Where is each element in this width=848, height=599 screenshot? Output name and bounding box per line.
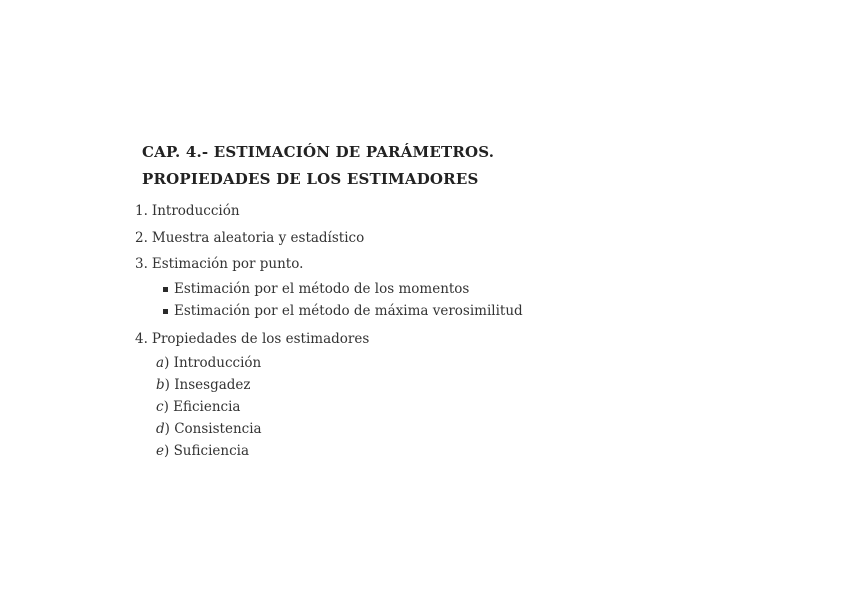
chapter-title-line-2: PROPIEDADES DE LOS ESTIMADORES <box>142 170 479 188</box>
list-item: b) Insesgadez <box>156 377 251 393</box>
toc-item-number: 2. <box>135 229 148 246</box>
toc-item-number: 1. <box>135 203 148 219</box>
subitem-letter: b <box>156 377 165 393</box>
subitem-label: Eficiencia <box>173 399 241 415</box>
subitem-letter: c <box>156 399 164 415</box>
toc-item-number: 4. <box>135 330 148 347</box>
toc-item-1 <box>135 202 735 229</box>
subitem-label: Consistencia <box>174 421 262 437</box>
toc-item-label: Introducción <box>151 203 240 219</box>
subitem-letter: e <box>156 443 164 459</box>
subitem-letter: a <box>156 355 165 371</box>
toc-item-number: 3. <box>135 256 148 272</box>
square-bullet-icon <box>163 287 168 292</box>
list-item <box>135 280 735 302</box>
toc-item-4-sublist <box>135 354 735 464</box>
toc-item-label: Propiedades de los estimadores <box>151 330 370 347</box>
square-bullet-icon <box>163 309 168 314</box>
toc-item-3-bullet-list <box>135 280 735 324</box>
chapter-title-line-1: CAP. 4.- ESTIMACIÓN DE PARÁMETROS. <box>142 143 495 161</box>
subitem-label: Introducción <box>173 355 262 371</box>
list-item <box>135 302 735 324</box>
toc-item-label: Muestra aleatoria y estadístico <box>151 229 365 246</box>
list-item: a) Introducción <box>156 355 262 371</box>
toc-item-label: Estimación por punto. <box>151 256 304 272</box>
list-item: c) Eficiencia <box>156 399 241 415</box>
table-of-contents <box>135 202 735 464</box>
subitem-label: Insesgadez <box>174 377 251 393</box>
bullet-label: Estimación por el método de máxima verosimilitud <box>174 302 523 319</box>
toc-item-3 <box>135 255 735 282</box>
bullet-label: Estimación por el método de los momentos <box>174 280 470 297</box>
toc-item-4 <box>135 330 735 357</box>
subitem-letter: d <box>156 421 165 437</box>
toc-item-2 <box>135 229 735 256</box>
subitem-label: Suficiencia <box>173 443 249 459</box>
list-item: e) Suficiencia <box>156 443 249 459</box>
list-item: d) Consistencia <box>156 421 262 437</box>
